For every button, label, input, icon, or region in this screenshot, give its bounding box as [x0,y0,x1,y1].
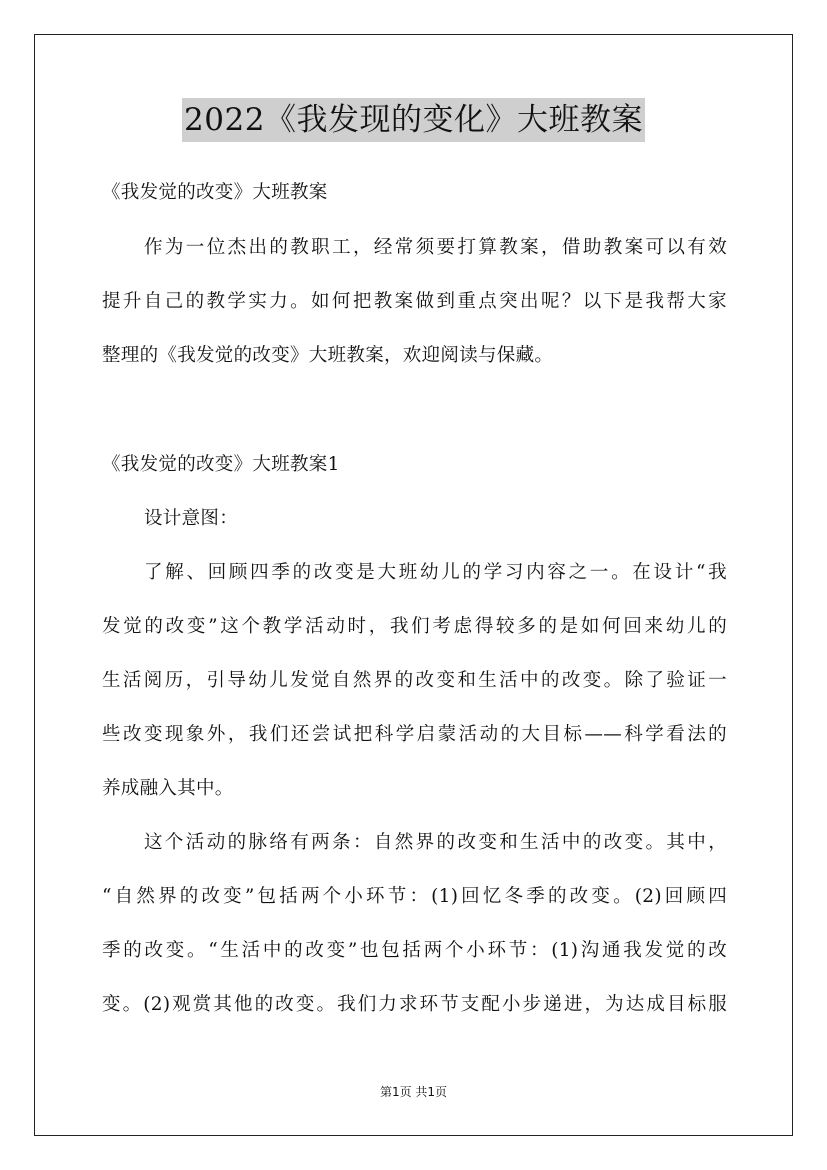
paragraph-line: 作为一位杰出的教职工，经常须要打算教案，借助教案可以有效 [144,237,727,258]
section-heading: 《我发觉的改变》大班教案1 [102,454,340,475]
paragraph-line: 了解、回顾四季的改变是大班幼儿的学习内容之一。在设计“我 [144,562,727,583]
paragraph-line: 季的改变。“生活中的改变”也包括两个小环节：(1)沟通我发觉的改 [102,940,727,961]
paragraph-line: 设计意图： [144,508,239,529]
subtitle-line: 《我发觉的改变》大班教案 [102,182,328,203]
document-title: 2022《我发现的变化》大班教案 [182,98,645,142]
paragraph-line: 变。(2)观赏其他的改变。我们力求环节支配小步递进，为达成目标服 [102,994,727,1015]
paragraph-line: 发觉的改变”这个教学活动时，我们考虑得较多的是如何回来幼儿的 [102,616,727,637]
paragraph-line: 生活阅历，引导幼儿发觉自然界的改变和生活中的改变。除了验证一 [102,670,727,691]
paragraph-line: 这个活动的脉络有两条：自然界的改变和生活中的改变。其中， [144,832,727,853]
paragraph-line: 整理的《我发觉的改变》大班教案，欢迎阅读与保藏。 [102,345,554,366]
paragraph-line: “自然界的改变”包括两个小环节：(1)回忆冬季的改变。(2)回顾四 [102,886,727,907]
page-number-footer: 第1页 共1页 [379,1085,448,1099]
paragraph-line: 提升自己的教学实力。如何把教案做到重点突出呢？以下是我帮大家 [102,291,727,312]
title-container [0,98,827,142]
paragraph-line: 养成融入其中。 [102,778,234,799]
paragraph-line: 些改变现象外，我们还尝试把科学启蒙活动的大目标——科学看法的 [102,724,727,745]
